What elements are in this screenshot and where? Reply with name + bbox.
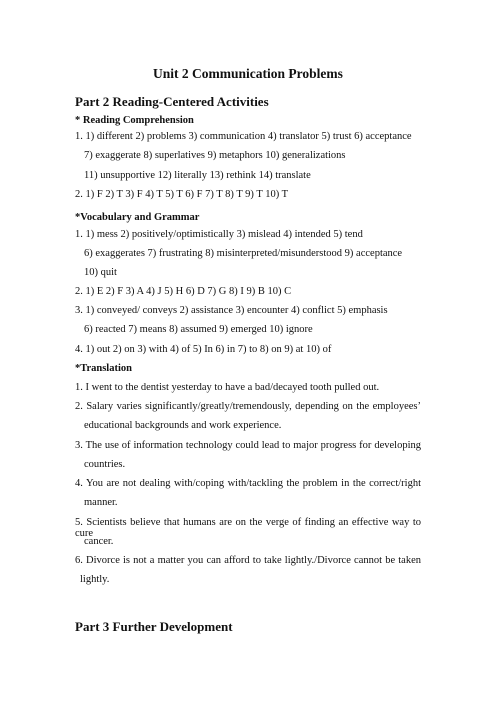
translation-item: educational backgrounds and work experience. <box>84 420 282 431</box>
translation-heading: *Translation <box>75 363 132 374</box>
translation-item: countries. <box>84 459 126 470</box>
reading-answer-line: 1. 1) different 2) problems 3) communication 4) translator 5) trust 6) acceptance <box>75 131 412 142</box>
translation-item: lightly. <box>80 574 110 585</box>
vocab-answer-line: 3. 1) conveyed/ conveys 2) assistance 3) encounter 4) conflict 5) emphasis <box>75 305 388 316</box>
translation-item: 5. Scientists believe that humans are on the verge of finding an effective way to cure <box>75 517 421 539</box>
vocab-answer-line: 4. 1) out 2) on 3) with 4) of 5) In 6) in 7) to 8) on 9) at 10) of <box>75 344 332 355</box>
translation-item: 3. The use of information technology could lead to major progress for developing <box>75 440 421 451</box>
reading-answer-line: 7) exaggerate 8) superlatives 9) metaphors 10) generalizations <box>84 150 346 161</box>
vocabulary-grammar-heading: *Vocabulary and Grammar <box>75 212 200 223</box>
translation-item: 6. Divorce is not a matter you can afford to take lightly./Divorce cannot be taken <box>75 555 421 566</box>
reading-comprehension-heading: * Reading Comprehension <box>75 115 194 126</box>
reading-answer-line: 2. 1) F 2) T 3) F 4) T 5) T 6) F 7) T 8) T 9) T 10) T <box>75 189 289 200</box>
vocab-answer-line: 6) exaggerates 7) frustrating 8) misinterpreted/misunderstood 9) acceptance <box>84 248 403 259</box>
part3-heading: Part 3 Further Development <box>75 619 233 634</box>
page-title: Unit 2 Communication Problems <box>153 66 343 81</box>
reading-answer-line: 11) unsupportive 12) literally 13) rethink 14) translate <box>84 170 311 181</box>
vocab-answer-line: 1. 1) mess 2) positively/optimistically 3) mislead 4) intended 5) tend <box>75 229 363 240</box>
translation-item: 4. You are not dealing with/coping with/tackling the problem in the correct/right <box>75 478 421 489</box>
translation-item: 1. I went to the dentist yesterday to have a bad/decayed tooth pulled out. <box>75 382 380 393</box>
translation-item: 2. Salary varies significantly/greatly/tremendously, depending on the employees’ <box>75 401 421 412</box>
vocab-answer-line: 6) reacted 7) means 8) assumed 9) emerged 10) ignore <box>84 324 313 335</box>
translation-item: cancer. <box>84 536 114 547</box>
part2-heading: Part 2 Reading-Centered Activities <box>75 94 269 109</box>
vocab-answer-line: 2. 1) E 2) F 3) A 4) J 5) H 6) D 7) G 8) I 9) B 10) C <box>75 286 292 297</box>
vocab-answer-line: 10) quit <box>84 267 117 278</box>
translation-item: manner. <box>84 497 118 508</box>
